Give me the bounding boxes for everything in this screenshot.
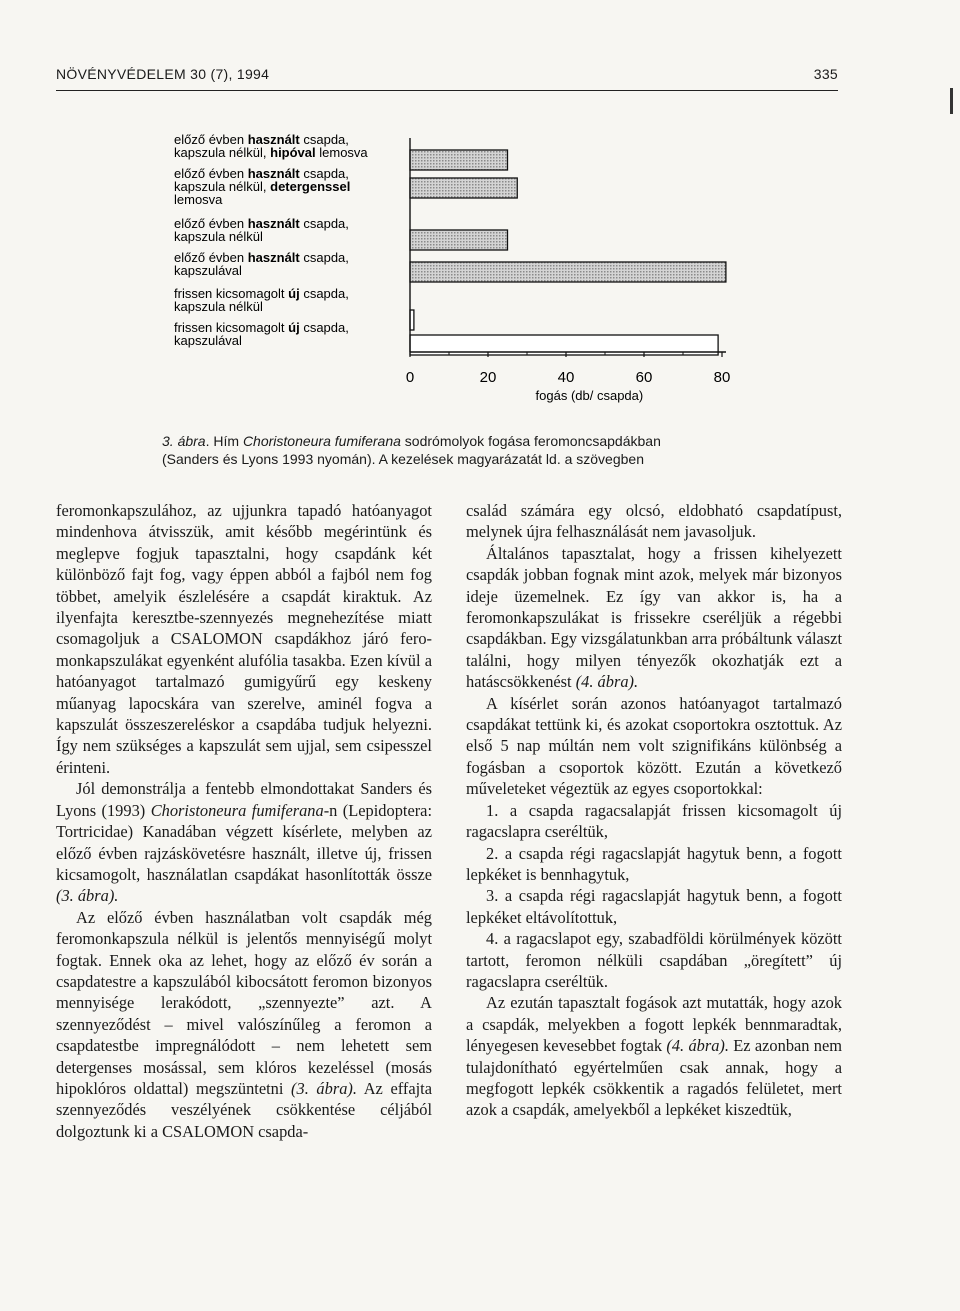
label-segment: lemosva (315, 145, 368, 160)
label-segment: csapda, (299, 166, 349, 181)
text-run: Az előző évben használatban volt csapdák még feromonkapszula nélkül is jelentős mennyiségű molyt fogtak. Ennek oka az lehet, hogy az előző év során a csapdatestre a kapszulából kibocsátott feromon bizonyos mennyisége lerakódott, „szennyezte” azt. A szennyeződést – mivel valószínűleg a feromon a csapdatestbe impregnálódott – nem lehetett sem detergenses mosással, sem klóros kezeléssel (mosás hipoklóros oldattal) megszüntetni (56, 907, 432, 1098)
x-tick-label: 60 (635, 369, 653, 386)
text-run: -n (Lepidoptera: Tortricidae) Kanadában végzett kísérlete, melyben az előző évben rajzáskövetésre használt, illetve új, frissen kicsamogolt, használatlan csapdákat hasonlították össze (56, 800, 433, 884)
bar (410, 178, 517, 198)
label-segment: előző évben (174, 132, 248, 147)
italic-text: (4. ábra). (575, 672, 639, 692)
x-tick-label: 40 (557, 369, 575, 386)
label-segment: előző évben (174, 216, 248, 231)
text-run: 3. a csapda régi ragacslapját hagytuk benn, a fogott lepkéket eltávolítottuk, (466, 886, 842, 927)
label-segment: csapda, (299, 216, 349, 231)
text-run: Ez azonban nem tulajdonítható egyértelműen csak annak, hogy a megfogott lepkék csökkentik a ragadós felületet, mert azok a csapdák, amelyekből a lepkéket kiszedtük, (466, 1036, 842, 1120)
caption-text-1: . Hím (205, 433, 243, 449)
label-segment: használt (247, 166, 300, 181)
paragraph (466, 843, 842, 886)
category-label (174, 299, 263, 314)
category-label (174, 263, 242, 278)
edge-mark (950, 88, 953, 114)
paragraph (56, 778, 432, 906)
label-segment: előző évben (174, 250, 248, 265)
label-segment: kapszula nélkül (174, 229, 263, 244)
x-axis-label: fogás (db/ csapda) (535, 388, 644, 403)
paragraph (466, 543, 842, 693)
label-segment: frissen kicsomagolt (174, 320, 289, 335)
paragraph (466, 992, 842, 1120)
x-tick-label: 0 (405, 369, 415, 386)
right-text-column (466, 500, 842, 1121)
paragraph (466, 885, 842, 928)
text-run: család számára egy olcsó, eldobható csapdatípust, melynek újra felhasználását nem javasoljuk. (466, 501, 842, 542)
x-tick-label: 20 (479, 369, 497, 386)
label-segment: hipóval (270, 145, 316, 160)
label-segment: csapda, (299, 250, 349, 265)
figure-caption (162, 432, 802, 468)
label-segment: csapda, (299, 286, 349, 301)
paragraph (466, 693, 842, 800)
category-label (174, 229, 263, 244)
label-segment: lemosva (174, 192, 223, 207)
label-segment: új (288, 286, 300, 301)
label-segment: használt (247, 132, 300, 147)
bar (410, 150, 508, 170)
x-tick-label: 80 (713, 369, 731, 386)
label-segment: detergenssel (270, 179, 351, 194)
caption-line-2: (Sanders és Lyons 1993 nyomán). A kezelések magyarázatát ld. a szövegben (162, 451, 644, 467)
text-run: 4. a ragacslapot egy, szabadföldi körülmények között tartott, feromon nélküli csapdában „öregített” új ragacslapra cseréltük. (466, 929, 842, 991)
italic-text: (4. ábra). (666, 1036, 729, 1056)
text-run: Az effajta szennyeződés veszélyének csökkentése céljából dolgoztunk ki a CSALOMON csapda- (56, 1078, 433, 1141)
label-segment: kapszulával (174, 333, 242, 348)
left-text-column (56, 500, 432, 1142)
bar (410, 262, 726, 282)
category-label (174, 192, 223, 207)
text-run: Az ezután tapasztalt fogások azt mutatták, hogy azok a csapdák, melyekben a fogott lepkék bennmaradtak, lényegesen kevesebbet fogtak (466, 993, 842, 1056)
italic-text: Choristoneura fumiferana (150, 800, 324, 820)
category-label (174, 145, 368, 160)
italic-text: (3. ábra). (56, 886, 119, 906)
label-segment: előző évben (174, 166, 248, 181)
text-run: Általános tapasztalat, hogy a frissen kihelyezett csapdák jobban fognak mint azok, melyek már bizonyos ideje üzemelnek. Ez így van akkor is, ha a feromonkapszulákat is frissekre cseréljük a régebbi csapdákban. Egy vizsgálatunkban arra próbáltunk választ találni, hogy milyen tényezők okozhatják ezt a hatáscsökkenést (466, 543, 842, 692)
page-number: 335 (813, 66, 838, 82)
figure-3-bar-chart (160, 130, 800, 440)
label-segment: használt (247, 216, 300, 231)
paragraph (466, 800, 842, 843)
caption-figure-ref: 3. ábra (162, 433, 206, 449)
label-segment: kapszulával (174, 263, 242, 278)
italic-text: (3. ábra). (291, 1078, 357, 1098)
paragraph (466, 928, 842, 992)
paragraph (56, 500, 432, 778)
label-segment: frissen kicsomagolt (174, 286, 289, 301)
caption-line-1 (162, 432, 802, 450)
caption-species: Choristoneura fumiferana (242, 433, 401, 449)
text-run: A kísérlet során azonos hatóanyagot tartalmazó csapdákat tettünk ki, és azokat csoportokra osztottuk. Az első 5 nap múltán nem volt szignifikáns különbség a fogásban a csoportok között. Ezután a következő műveleteket végeztük az egyes csoportokkal: (466, 693, 842, 799)
label-segment: új (288, 320, 300, 335)
paragraph (466, 500, 842, 543)
category-label (174, 333, 242, 348)
label-segment: csapda, (299, 320, 349, 335)
label-segment: kapszula nélkül (174, 299, 263, 314)
text-run: 1. a csapda ragacsalapját frissen kicsomagolt új ragacslapra cseréltük, (466, 800, 842, 842)
text-run: Jól demonstrálja a fentebb elmondottakat Sanders és Lyons (1993) (56, 779, 432, 820)
label-segment: használt (247, 250, 300, 265)
label-segment: kapszula nélkül, (174, 179, 271, 194)
label-segment: csapda, (299, 132, 349, 147)
text-run: feromonkapszulához, az ujjunkra tapadó hatóanyagot mindenhova átvisszük, amit később megérintünk és meglepve fogjuk tapasztalni, hogy csapdánk két különböző fajt fog, vagy éppen abból a fajból nem fog többet, amelyik észlelésére a csapdát kiraktuk. Az ilyenfajta keresztbe-szennyezés megnehezítése miatt csomagoljuk a CSALOMON csapdákhoz járó feromonkapszulákat egyenként alufólia tasakba. Ezen kívül a hatóanyagot tartalmazó gumigyűrű egy keskeny műanyag lapocskára van szerelve, aminél fogva a kapszulát összeszereléskor a csapdába tudjuk helyezni. Így nem szükséges a kapszulát sem ujjal, sem csipesszel érinteni. (56, 501, 432, 777)
header-rule (56, 90, 838, 91)
bar (410, 230, 508, 250)
label-segment: kapszula nélkül, (174, 145, 271, 160)
text-run: 2. a csapda régi ragacslapját hagytuk benn, a fogott lepkéket is bennhagytuk, (466, 843, 842, 884)
paragraph (56, 907, 432, 1142)
journal-title: NÖVÉNYVÉDELEM 30 (7), 1994 (56, 66, 270, 82)
caption-text-2: sodrómolyok fogása feromoncsapdákban (400, 433, 661, 449)
